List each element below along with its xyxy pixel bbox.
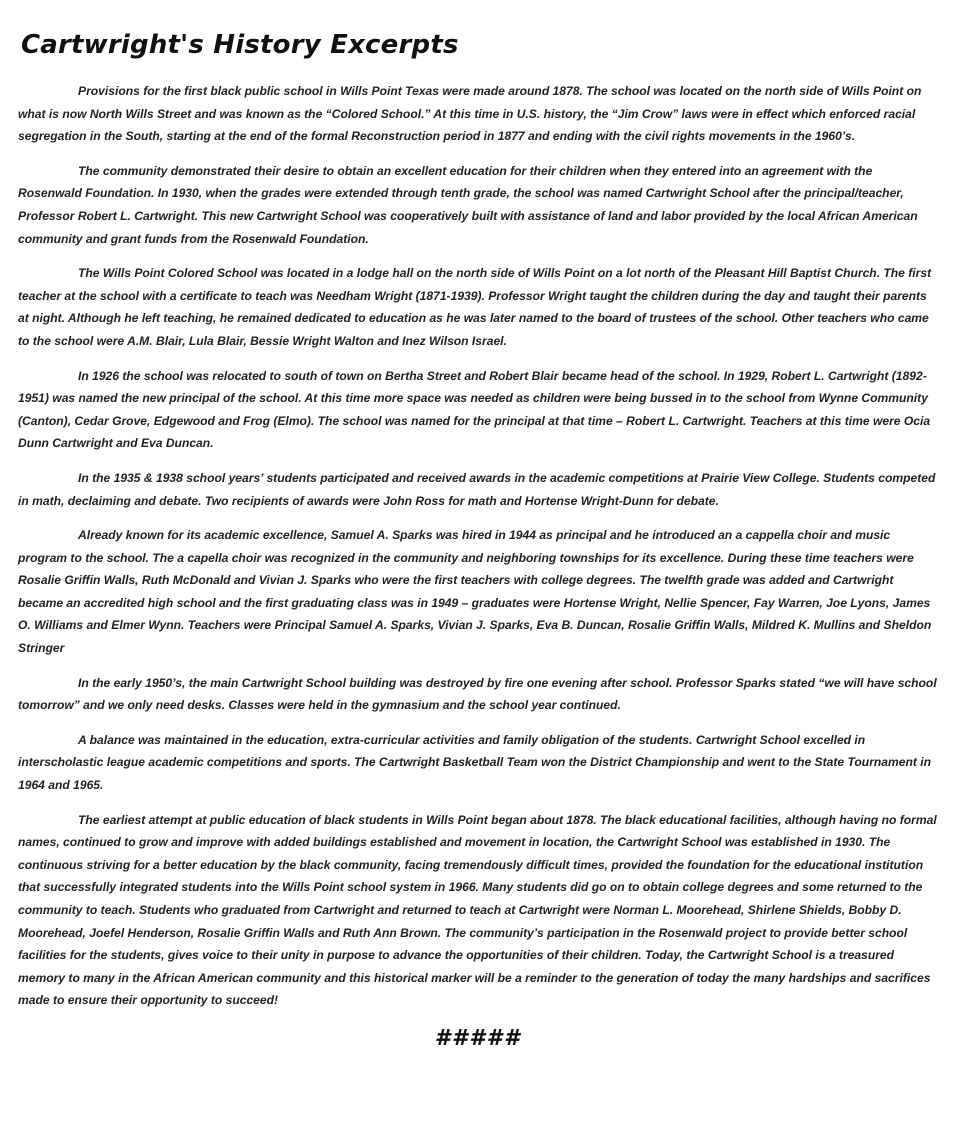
paragraph-colored-school: The Wills Point Colored School was located in a lodge hall on the north side of Wills Point on a lot north of the Pleasant Hill Baptist Church. The first teacher at the school with a certificate to teach was Needham Wright (1871-1939). Professor Wright taught the children during the day and taught their parents at night. Although he left teaching, he remained dedicated to education as he was later named to the board of trustees of the school. Other teachers who came to the school were A.M. Blair, Lula Blair, Bessie Wright Walton and Inez Wilson Israel. — [18, 266, 932, 348]
end-marks: ##### — [434, 1025, 522, 1051]
paragraph-fire-1950s: In the early 1950’s, the main Cartwright School building was destroyed by fire one evening after school. Professor Sparks stated “we will have school tomorrow” and we only need desks. Classes were held in the gymnasium and the school year continued. — [18, 675, 937, 713]
document-title: Cartwright's History Excerpts — [21, 30, 459, 60]
paragraph-summary-legacy: The earliest attempt at public education of black students in Wills Point began about 1878. The black educational facilities, although having no formal names, continued to grow and improve with added buildings established and movement in location, the Cartwright School was established in 1930. The continuous striving for a better education by the black community, facing tremendously difficult times, provided the foundation for the educational institution that successfully integrated students into the Wills Point school system in 1966. Many students did go on to obtain college degrees and some returned to the community to teach. Students who graduated from Cartwright and returned to teach at Cartwright were Norman L. Moorehead, Shirlene Shields, Bobby D. Moorehead, Joefel Henderson, Rosalie Griffin Walls and Ruth Ann Brown. The community’s participation in the Rosenwald project to provide better school facilities for the students, gives voice to their unity in purpose to advance the opportunities of their children. Today, the Cartwright School is a treasured memory to many in the African American community and this historical marker will be a reminder to the generation of today the many hardships and sacrifices made to ensure their opportunity to succeed! — [18, 812, 937, 1008]
paragraph-sparks-era: Already known for its academic excellence, Samuel A. Sparks was hired in 1944 as principal and he introduced an a cappella choir and music program to the school. The a capella choir was recognized in the community and neighboring townships for its excellence. During these time teachers were Rosalie Griffin Walls, Ruth McDonald and Vivian J. Sparks who were the first teachers with college degrees. The twelfth grade was added and Cartwright became an accredited high school and the first graduating class was in 1949 – graduates were Hortense Wright, Nellie Spencer, Fay Warren, Joe Lyons, James O. Williams and Elmer Wynn. Teachers were Principal Samuel A. Sparks, Vivian J. Sparks, Eva B. Duncan, Rosalie Griffin Walls, Mildred K. Mullins and Sheldon Stringer — [18, 528, 932, 656]
paragraph-academic-awards: In the 1935 & 1938 school years’ students participated and received awards in the academic competitions at Prairie View College. Students competed in math, declaiming and debate. Two recipients of awards were John Ross for math and Hortense Wright-Dunn for debate. — [18, 470, 936, 508]
paragraph-rosenwald-agreement: The community demonstrated their desire to obtain an excellent education for their children when they entered into an agreement with the Rosenwald Foundation. In 1930, when the grades were extended through tenth grade, the school was named Cartwright School after the principal/teacher, Professor Robert L. Cartwright. This new Cartwright School was cooperatively built with assistance of land and labor provided by the local African American community and grant funds from the Rosenwald Foundation. — [18, 163, 918, 246]
paragraph-balance-sports: A balance was maintained in the education, extra-curricular activities and family obligation of the students. Cartwright School excelled in interscholastic league academic competitions and sports. The Cartwright Basketball Team won the District Championship and went to the State Tournament in 1964 and 1965. — [18, 732, 932, 793]
paragraph-first-school: Provisions for the first black public school in Wills Point Texas were made around 1878. The school was located on the north side of Wills Point on what is now North Wills Street and was known as the “Colored School.” At this time in U.S. history, the “Jim Crow” laws were in effect which enforced racial segregation in the South, starting at the end of the formal Reconstruction period in 1877 and ending with the civil rights movements in the 1960’s. — [18, 84, 922, 144]
paragraph-relocation-1926: In 1926 the school was relocated to south of town on Bertha Street and Robert Blair became head of the school. In 1929, Robert L. Cartwright (1892-1951) was named the new principal of the school. At this time more space was needed as children were being bussed in to the school from Wynne Community (Canton), Cedar Grove, Edgewood and Frog (Elmo). The school was named for the principal at that time – Robert L. Cartwright. Teachers at this time were Ocia Dunn Cartwright and Eva Duncan. — [18, 368, 931, 451]
